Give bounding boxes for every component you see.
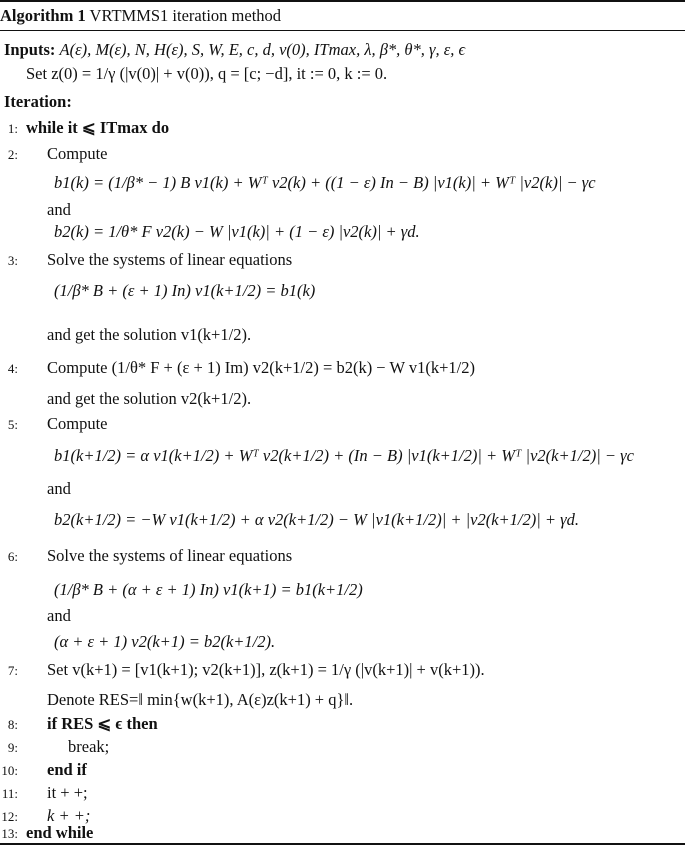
line-number-7: 7: [7,663,18,678]
and-word-3: and [47,606,71,625]
and-word-2: and [47,479,71,498]
equation-b1-half: b1(k+1/2) = α v1(k+1/2) + Wᵀ v2(k+1/2) + (In − B) |v1(k+1/2)| + Wᵀ |v2(k+1/2)| − γc [54,446,634,465]
iteration-label: Iteration: [4,92,72,111]
equation-system-next: (1/β* B + (α + ε + 1) In) v1(k+1) = b1(k+1/2) [54,580,363,599]
end-if-line: end if [47,760,87,779]
line-number-3: 3: [7,253,18,268]
line-number-12: 12: [1,809,18,824]
line-number-6: 6: [7,549,18,564]
compute-label: Compute [47,144,108,163]
caption-rule [0,30,685,31]
equation-b2k: b2(k) = 1/θ* F v2(k) − W |v1(k)| + (1 − ε) |v2(k)| + γd. [54,222,420,241]
line-number-13: 13: [1,826,18,841]
line-number-9: 9: [7,740,18,755]
algorithm-caption [0,6,281,26]
set-v-next: Set v(k+1) = [v1(k+1); v2(k+1)], z(k+1) = 1/γ (|v(k+1)| + v(k+1)). [47,660,485,679]
equation-b1k: b1(k) = (1/β* − 1) B v1(k) + Wᵀ v2(k) + ((1 − ε) In − B) |v1(k)| + Wᵀ |v2(k)| − γc [54,173,596,192]
caption-label: Algorithm 1 [0,6,86,25]
solve-label-2: Solve the systems of linear equations [47,546,293,565]
caption-title: VRTMMS1 iteration method [89,6,282,25]
equation-v2-next: (α + ε + 1) v2(k+1) = b2(k+1/2). [54,632,276,651]
top-rule [0,0,685,2]
line-number-2: 2: [7,147,18,162]
it-increment: it + +; [47,783,88,802]
solution-v2-half: and get the solution v2(k+1/2). [47,389,252,408]
solution-v1-half: and get the solution v1(k+1/2). [47,325,252,344]
inputs-line [4,40,465,60]
line-number-10: 10: [1,763,18,778]
solve-label: Solve the systems of linear equations [47,250,293,269]
equation-b2-half: b2(k+1/2) = −W v1(k+1/2) + α v2(k+1/2) − W |v1(k+1/2)| + |v2(k+1/2)| + γd. [54,510,580,529]
inputs-list: A(ε), M(ε), N, H(ε), S, W, E, c, d, v(0), ITmax, λ, β*, θ*, γ, ε, ϵ [59,40,466,59]
k-increment: k + +; [47,806,91,825]
line-number-5: 5: [7,417,18,432]
line-number-1: 1: [7,121,18,136]
denote-res: Denote RES=‖ min{w(k+1), A(ε)z(k+1) + q}‖. [47,690,354,709]
inputs-label: Inputs: [4,40,56,59]
and-word: and [47,200,71,219]
compute-label-2: Compute [47,414,108,433]
line-number-4: 4: [7,361,18,376]
break-line: break; [68,737,110,756]
set-line: Set z(0) = 1/γ (|v(0)| + v(0)), q = [c; −d], it := 0, k := 0. [26,64,388,83]
line-number-11: 11: [1,786,18,801]
bottom-rule [0,843,685,845]
equation-system-half: (1/β* B + (ε + 1) In) v1(k+1/2) = b1(k) [54,281,316,300]
line-number-8: 8: [7,717,18,732]
while-line: while it ⩽ ITmax do [26,118,170,137]
end-while-line: end while [26,823,94,842]
equation-v2-half: Compute (1/θ* F + (ε + 1) Im) v2(k+1/2) = b2(k) − W v1(k+1/2) [47,358,475,377]
if-line: if RES ⩽ ϵ then [47,714,158,733]
